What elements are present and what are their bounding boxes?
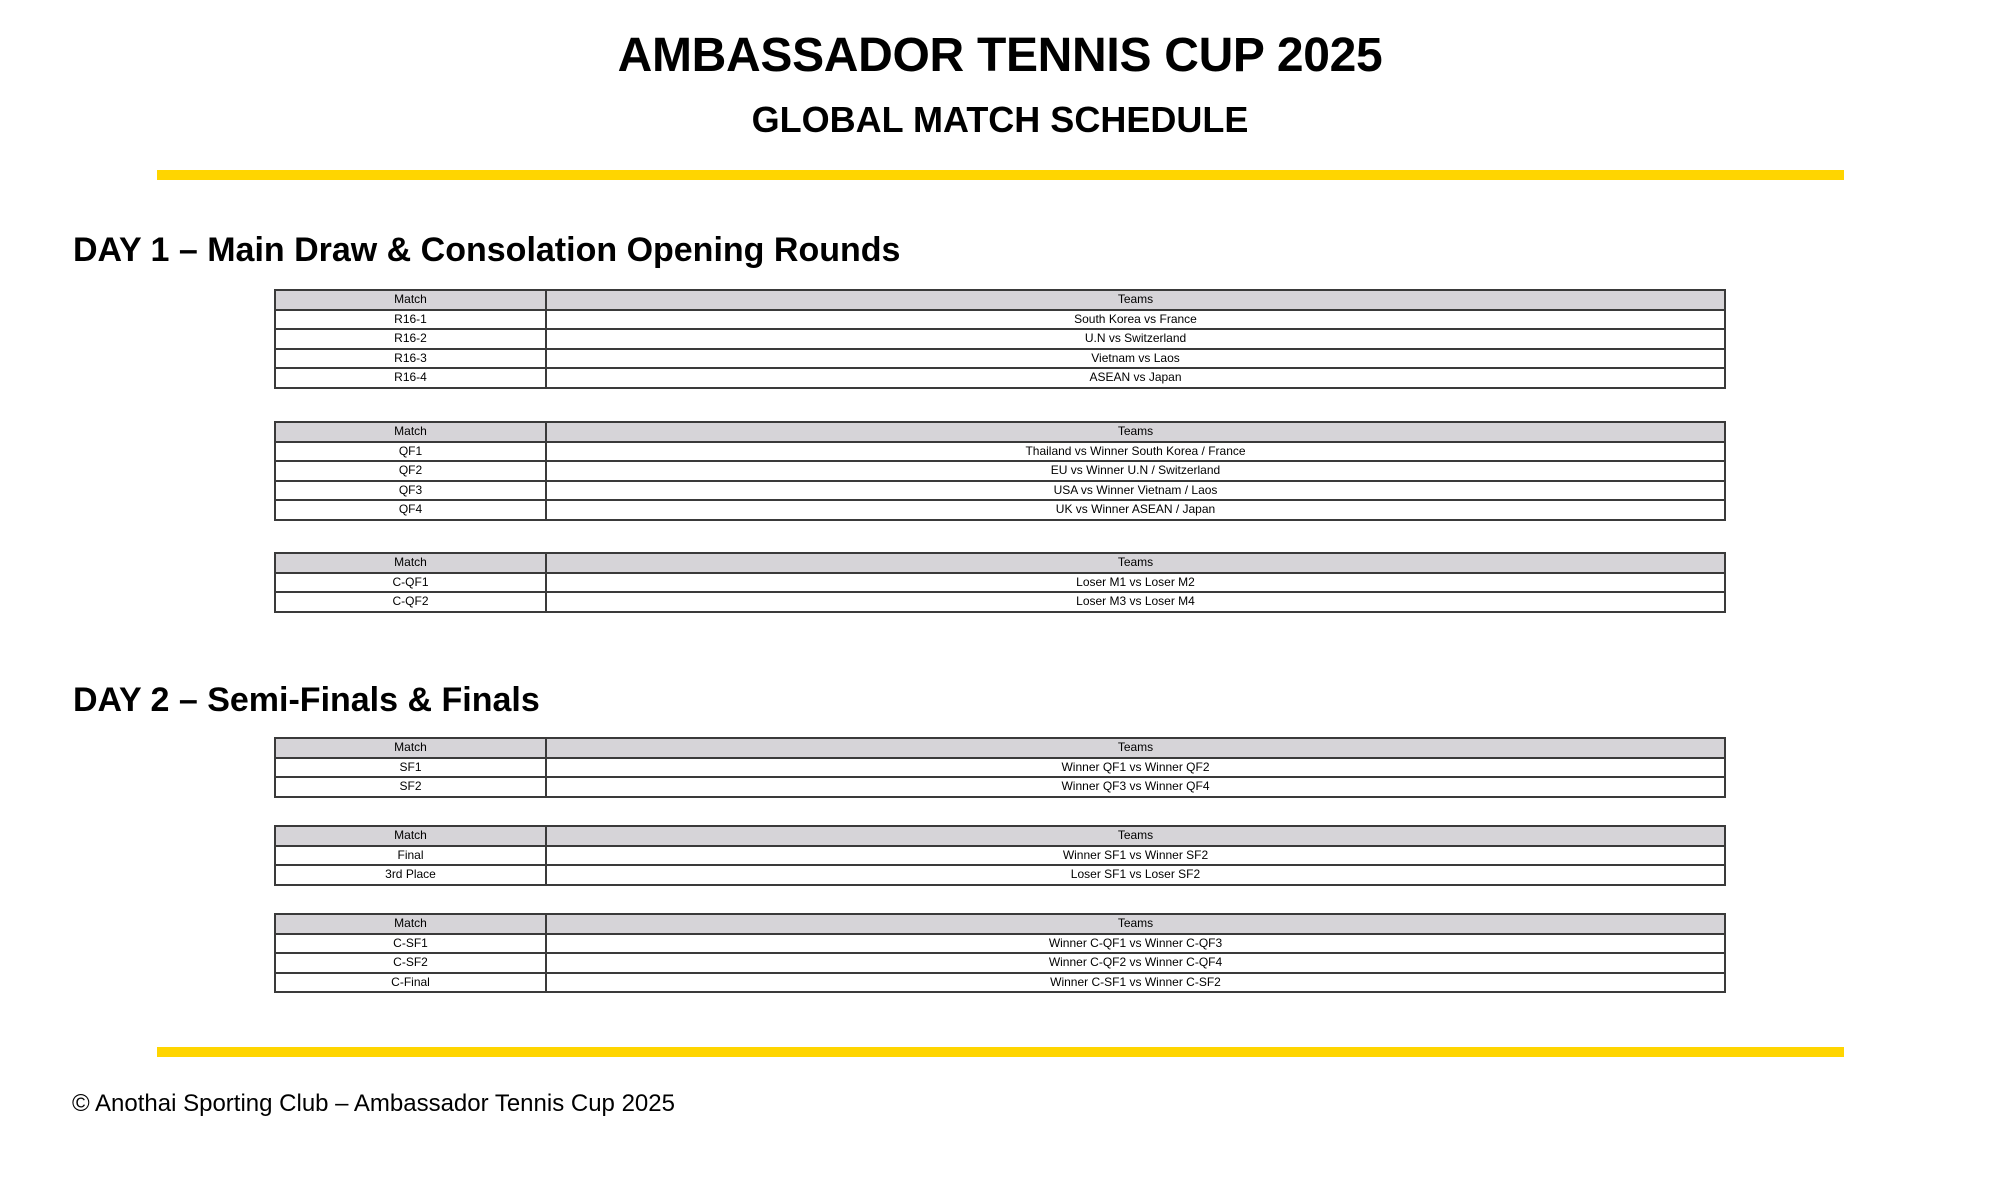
column-header-teams: Teams [546, 290, 1725, 310]
table-row [275, 846, 1725, 866]
column-header-teams: Teams [546, 422, 1725, 442]
teams-cell: Loser M1 vs Loser M2 [546, 573, 1725, 593]
table-row [275, 481, 1725, 501]
round-of-16-table [274, 289, 1726, 389]
consolation-quarter-finals-table [274, 552, 1726, 613]
match-cell: SF1 [275, 758, 546, 778]
match-cell: R16-3 [275, 349, 546, 369]
match-cell: C-SF1 [275, 934, 546, 954]
table-header-row [275, 738, 1725, 758]
table-row [275, 442, 1725, 462]
table-header-row [275, 914, 1725, 934]
footer-copyright: © Anothai Sporting Club – Ambassador Tennis Cup 2025 [72, 1090, 675, 1117]
teams-cell: Winner QF3 vs Winner QF4 [546, 777, 1725, 797]
table-row [275, 592, 1725, 612]
match-cell: QF2 [275, 461, 546, 481]
day2-heading: DAY 2 – Semi-Finals & Finals [73, 681, 540, 719]
quarter-finals-table [274, 421, 1726, 521]
teams-cell: Loser M3 vs Loser M4 [546, 592, 1725, 612]
table-row [275, 368, 1725, 388]
table-header-row [275, 553, 1725, 573]
page-title: AMBASSADOR TENNIS CUP 2025 [617, 29, 1383, 82]
match-cell: C-QF1 [275, 573, 546, 593]
column-header-teams: Teams [546, 914, 1725, 934]
day1-heading: DAY 1 – Main Draw & Consolation Opening Rounds [73, 231, 901, 269]
column-header-teams: Teams [546, 826, 1725, 846]
column-header-match: Match [275, 422, 546, 442]
teams-cell: Loser SF1 vs Loser SF2 [546, 865, 1725, 885]
table-row [275, 573, 1725, 593]
table-row [275, 973, 1725, 993]
column-header-teams: Teams [546, 738, 1725, 758]
column-header-match: Match [275, 826, 546, 846]
teams-cell: Thailand vs Winner South Korea / France [546, 442, 1725, 462]
column-header-match: Match [275, 290, 546, 310]
semi-finals-table [274, 737, 1726, 798]
table-row [275, 865, 1725, 885]
teams-cell: UK vs Winner ASEAN / Japan [546, 500, 1725, 520]
teams-cell: Winner C-SF1 vs Winner C-SF2 [546, 973, 1725, 993]
match-cell: R16-2 [275, 329, 546, 349]
finals-table [274, 825, 1726, 886]
teams-cell: Vietnam vs Laos [546, 349, 1725, 369]
teams-cell: Winner QF1 vs Winner QF2 [546, 758, 1725, 778]
table-row [275, 500, 1725, 520]
match-cell: C-QF2 [275, 592, 546, 612]
table-row [275, 461, 1725, 481]
table-row [275, 777, 1725, 797]
table-header-row [275, 290, 1725, 310]
column-header-match: Match [275, 914, 546, 934]
teams-cell: South Korea vs France [546, 310, 1725, 330]
table-row [275, 953, 1725, 973]
match-cell: QF3 [275, 481, 546, 501]
teams-cell: EU vs Winner U.N / Switzerland [546, 461, 1725, 481]
column-header-teams: Teams [546, 553, 1725, 573]
teams-cell: Winner C-QF1 vs Winner C-QF3 [546, 934, 1725, 954]
table-row [275, 310, 1725, 330]
match-cell: QF1 [275, 442, 546, 462]
teams-cell: ASEAN vs Japan [546, 368, 1725, 388]
teams-cell: U.N vs Switzerland [546, 329, 1725, 349]
page-subtitle: GLOBAL MATCH SCHEDULE [751, 99, 1249, 140]
column-header-match: Match [275, 738, 546, 758]
match-cell: QF4 [275, 500, 546, 520]
match-cell: R16-4 [275, 368, 546, 388]
table-row [275, 934, 1725, 954]
match-cell: 3rd Place [275, 865, 546, 885]
match-cell: C-Final [275, 973, 546, 993]
teams-cell: Winner SF1 vs Winner SF2 [546, 846, 1725, 866]
match-cell: R16-1 [275, 310, 546, 330]
bottom-accent-divider [157, 1047, 1844, 1057]
table-row [275, 758, 1725, 778]
match-cell: C-SF2 [275, 953, 546, 973]
match-cell: Final [275, 846, 546, 866]
top-accent-divider [157, 170, 1844, 180]
column-header-match: Match [275, 553, 546, 573]
table-row [275, 329, 1725, 349]
teams-cell: USA vs Winner Vietnam / Laos [546, 481, 1725, 501]
table-row [275, 349, 1725, 369]
match-cell: SF2 [275, 777, 546, 797]
table-header-row [275, 422, 1725, 442]
teams-cell: Winner C-QF2 vs Winner C-QF4 [546, 953, 1725, 973]
table-header-row [275, 826, 1725, 846]
consolation-finals-table [274, 913, 1726, 993]
